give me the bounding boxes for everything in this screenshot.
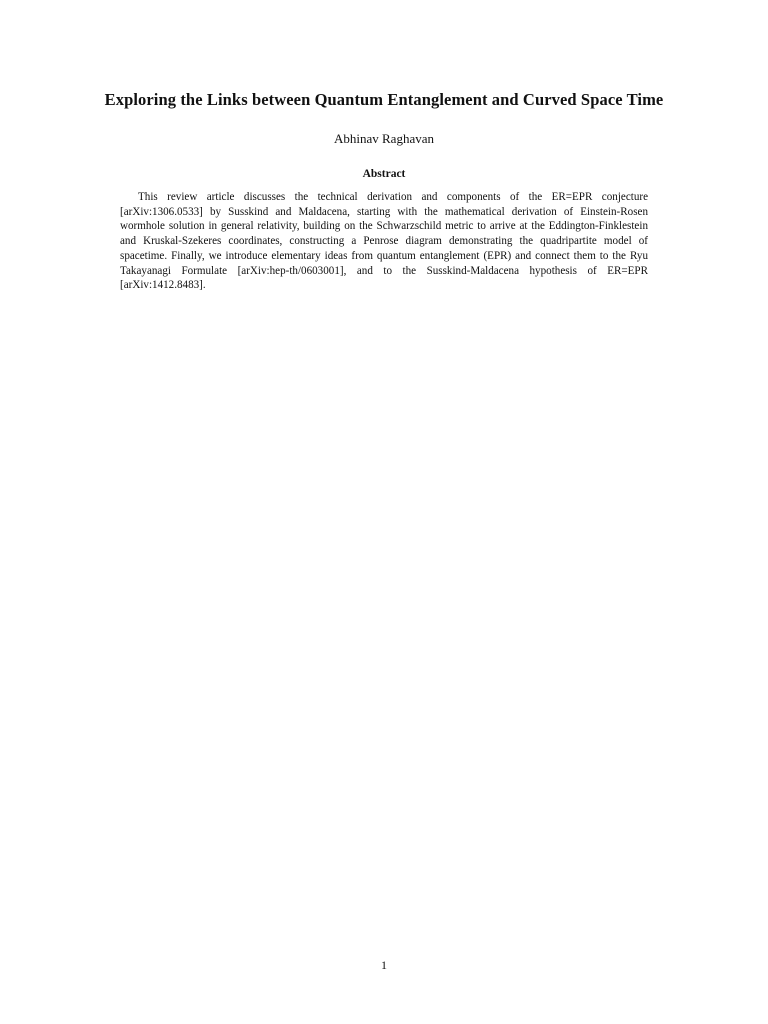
page-number: 1 [381, 958, 387, 972]
abstract-heading: Abstract [362, 168, 406, 180]
abstract-text: This review article discusses the technical derivation and components of the ER=EPR conjecture [arXiv:1306.0533] by Susskind and Maldacena, starting with the mathematical derivation of Einstein-Rosen wormhole solution in general relativity, building on the Schwarzschild metric to arrive at the Eddington-Finklestein and Kruskal-Szekeres coordinates, constructing a Penrose diagram demonstrating the quadripartite model of spacetime. Finally, we introduce elementary ideas from quantum entanglement (EPR) and connect them to the Ryu Takayanagi Formulate [arXiv:hep-th/0603001], and to the Susskind-Maldacena hypothesis of ER=EPR [arXiv:1412.8483]. [120, 191, 648, 292]
author-name: Abhinav Raghavan [333, 131, 434, 146]
paper-title: Exploring the Links between Quantum Entanglement and Curved Space Time [104, 90, 664, 109]
